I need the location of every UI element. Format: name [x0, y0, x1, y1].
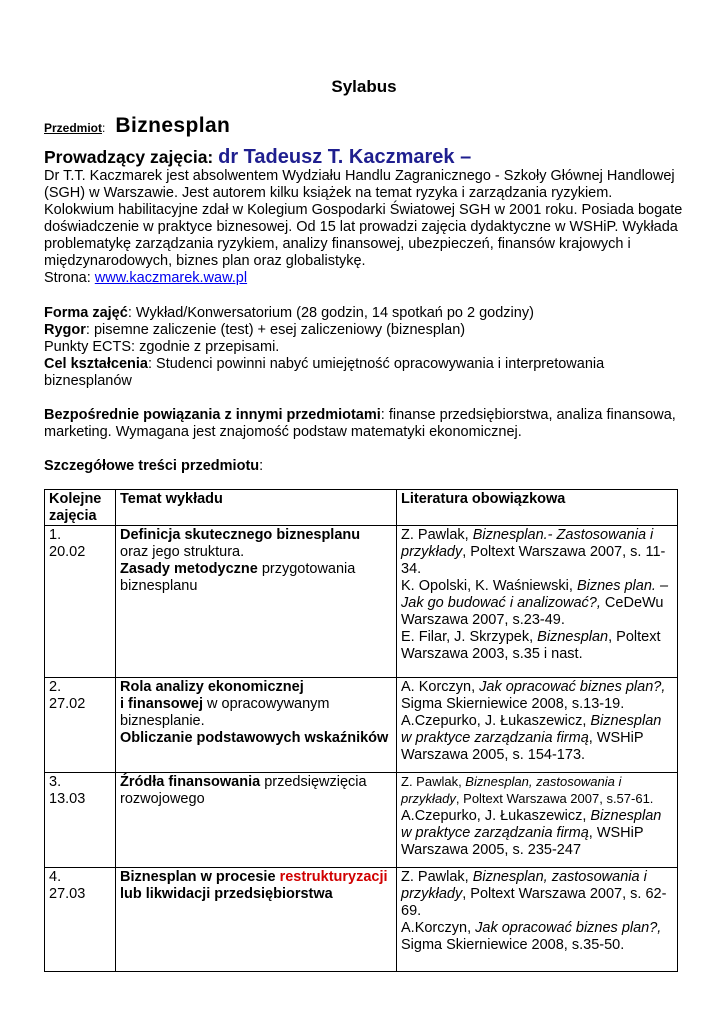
cel-label: Cel kształcenia — [44, 356, 148, 372]
topic-bold: i finansowej — [120, 696, 203, 712]
lit-pub: , Poltext Warszawa 2007, s.57-61. — [455, 791, 654, 806]
page-title: Sylabus — [331, 77, 397, 96]
topic-text: przygotowania biznesplanu — [120, 561, 356, 594]
lecturer-bio — [44, 168, 684, 287]
table-row — [45, 526, 678, 678]
rygor-value: : pisemne zaliczenie (test) + esej zaliczeniowy (biznesplan) — [85, 322, 466, 338]
row-num: 4. — [49, 869, 62, 885]
lit-title: Biznesplan, zastosowania i przykłady — [401, 869, 647, 902]
row-date: 27.03 — [49, 886, 86, 902]
details-sep: : — [259, 458, 264, 474]
subject-label: Przedmiot — [44, 121, 103, 135]
topic-bold: Obliczanie podstawowych wskaźników — [120, 730, 389, 746]
subject-value: Biznesplan — [115, 114, 231, 137]
ects-text: Punkty ECTS: zgodnie z przepisami. — [44, 339, 280, 355]
row-num: 2. — [49, 679, 62, 695]
lit-pub: Sigma Skierniewice 2008, s.35-50. — [401, 937, 625, 953]
topic-bold: Źródła finansowania — [120, 774, 261, 790]
table-row — [45, 868, 678, 972]
website-link[interactable]: www.kaczmarek.waw.pl — [94, 270, 248, 286]
header-literatura: Literatura obowiązkowa — [397, 490, 678, 526]
lecturer-name: dr Tadeusz T. Kaczmarek – — [218, 146, 472, 168]
topic-text: oraz jego struktura. — [120, 544, 245, 560]
lit-pub: , Poltext Warszawa 2007, s. 11-34. — [401, 544, 666, 577]
relations-value: : finanse przedsiębiorstwa, analiza finansowa, marketing. Wymagana jest znajomość podstaw matematyki ekonomicznej. — [44, 407, 676, 440]
lit-title: Jak opracować biznes plan?, — [479, 679, 666, 695]
details-label: Szczegółowe treści przedmiotu — [44, 458, 260, 474]
syllabus-page — [44, 78, 684, 972]
lecturer-label: Prowadzący zajęcia: — [44, 147, 214, 167]
website-line — [44, 270, 684, 287]
topic-bold: lub likwidacji przedsiębiorstwa — [120, 886, 333, 902]
lit-title: Biznesplan.- Zastosowania i przykłady — [401, 527, 654, 560]
lit-author: E. Filar, J. Skrzypek, — [401, 629, 538, 645]
lit-author: Z. Pawlak, — [401, 527, 473, 543]
header-kolejne: Kolejne zajęcia — [45, 490, 116, 526]
lecturer-bio-text: Dr T.T. Kaczmarek jest absolwentem Wydziału Handlu Zagranicznego - Szkoły Głównej Handlowej (SGH) w Warszawie. Jest autorem kilku książek na temat ryzyka i zarządzania ryzykiem. Kolokwium habilitacyjne zdał w Kolegium Gospodarki Światowej SGH w 2001 roku. Posiada bogate doświadczenie w praktyce biznesowej. Od 15 lat prowadzi zajęcia dydaktyczne w WSHiP. Wykłada problematykę zarządzania ryzykiem, analizy finansowej, ubezpieczeń, finansów krajowych i międzynarodowych, biznes plan oraz globalistykę. — [44, 168, 683, 269]
topic-text: przedsięwzięcia rozwojowego — [120, 774, 367, 807]
details-heading — [44, 458, 684, 475]
website-label: Strona: — [44, 270, 95, 286]
subject-sep: : — [102, 121, 106, 135]
lit-author: A.Czepurko, J. Łukaszewicz, — [401, 713, 591, 729]
table-row — [45, 773, 678, 868]
header-temat: Temat wykładu — [116, 490, 397, 526]
lit-author: A.Czepurko, J. Łukaszewicz, — [401, 808, 591, 824]
relations — [44, 407, 684, 441]
course-info — [44, 305, 684, 390]
lit-title: Biznesplan w praktyce zarządzania firmą — [401, 808, 662, 841]
forma-value: : Wykład/Konwersatorium (28 godzin, 14 spotkań po 2 godziny) — [127, 305, 534, 321]
table-header-row — [45, 490, 678, 526]
lit-author: A. Korczyn, — [401, 679, 480, 695]
lit-pub: , WSHiP Warszawa 2005, s. 154-173. — [401, 730, 644, 763]
row-num: 1. — [49, 527, 62, 543]
lit-title: Biznes plan. – Jak go budować i analizować?, — [401, 578, 669, 611]
topic-text: w opracowywanym biznesplanie. — [120, 696, 330, 729]
cel-value: : Studenci powinni nabyć umiejętność opracowywania i interpretowania biznesplanów — [44, 356, 605, 389]
lit-pub: Sigma Skierniewice 2008, s.13-19. — [401, 696, 625, 712]
row-date: 27.02 — [49, 696, 86, 712]
lit-pub: CeDeWu Warszawa 2007, s.23-49. — [401, 595, 664, 628]
lit-author: A.Korczyn, — [401, 920, 476, 936]
lit-pub: , Poltext Warszawa 2003, s.35 i nast. — [401, 629, 661, 662]
topic-bold: Definicja skutecznego biznesplanu — [120, 527, 361, 543]
topic-bold: Rola analizy ekonomicznej — [120, 679, 304, 695]
forma-label: Forma zajęć — [44, 305, 128, 321]
lit-title: Jak opracować biznes plan?, — [475, 920, 662, 936]
lit-title: Biznesplan w praktyce zarządzania firmą — [401, 713, 662, 746]
topic-highlight: restrukturyzacji — [279, 869, 388, 885]
lit-title: Biznesplan, zastosowania i przykłady — [401, 774, 622, 806]
subject-line — [44, 114, 684, 137]
lit-author: Z. Pawlak, — [401, 869, 473, 885]
lecturer-heading — [44, 146, 684, 168]
lit-pub: , WSHiP Warszawa 2005, s. 235-247 — [401, 825, 644, 858]
row-date: 13.03 — [49, 791, 86, 807]
relations-label: Bezpośrednie powiązania z innymi przedmiotami — [44, 407, 381, 423]
row-date: 20.02 — [49, 544, 86, 560]
schedule-table — [44, 489, 678, 972]
rygor-label: Rygor — [44, 322, 86, 338]
topic-bold: Biznesplan w procesie — [120, 869, 280, 885]
table-row — [45, 678, 678, 773]
topic-bold: Zasady metodyczne — [120, 561, 258, 577]
lit-author: Z. Pawlak, — [401, 774, 466, 789]
lit-title: Biznesplan — [537, 629, 609, 645]
lit-author: K. Opolski, K. Waśniewski, — [401, 578, 577, 594]
lit-pub: , Poltext Warszawa 2007, s. 62-69. — [401, 886, 667, 919]
row-num: 3. — [49, 774, 62, 790]
